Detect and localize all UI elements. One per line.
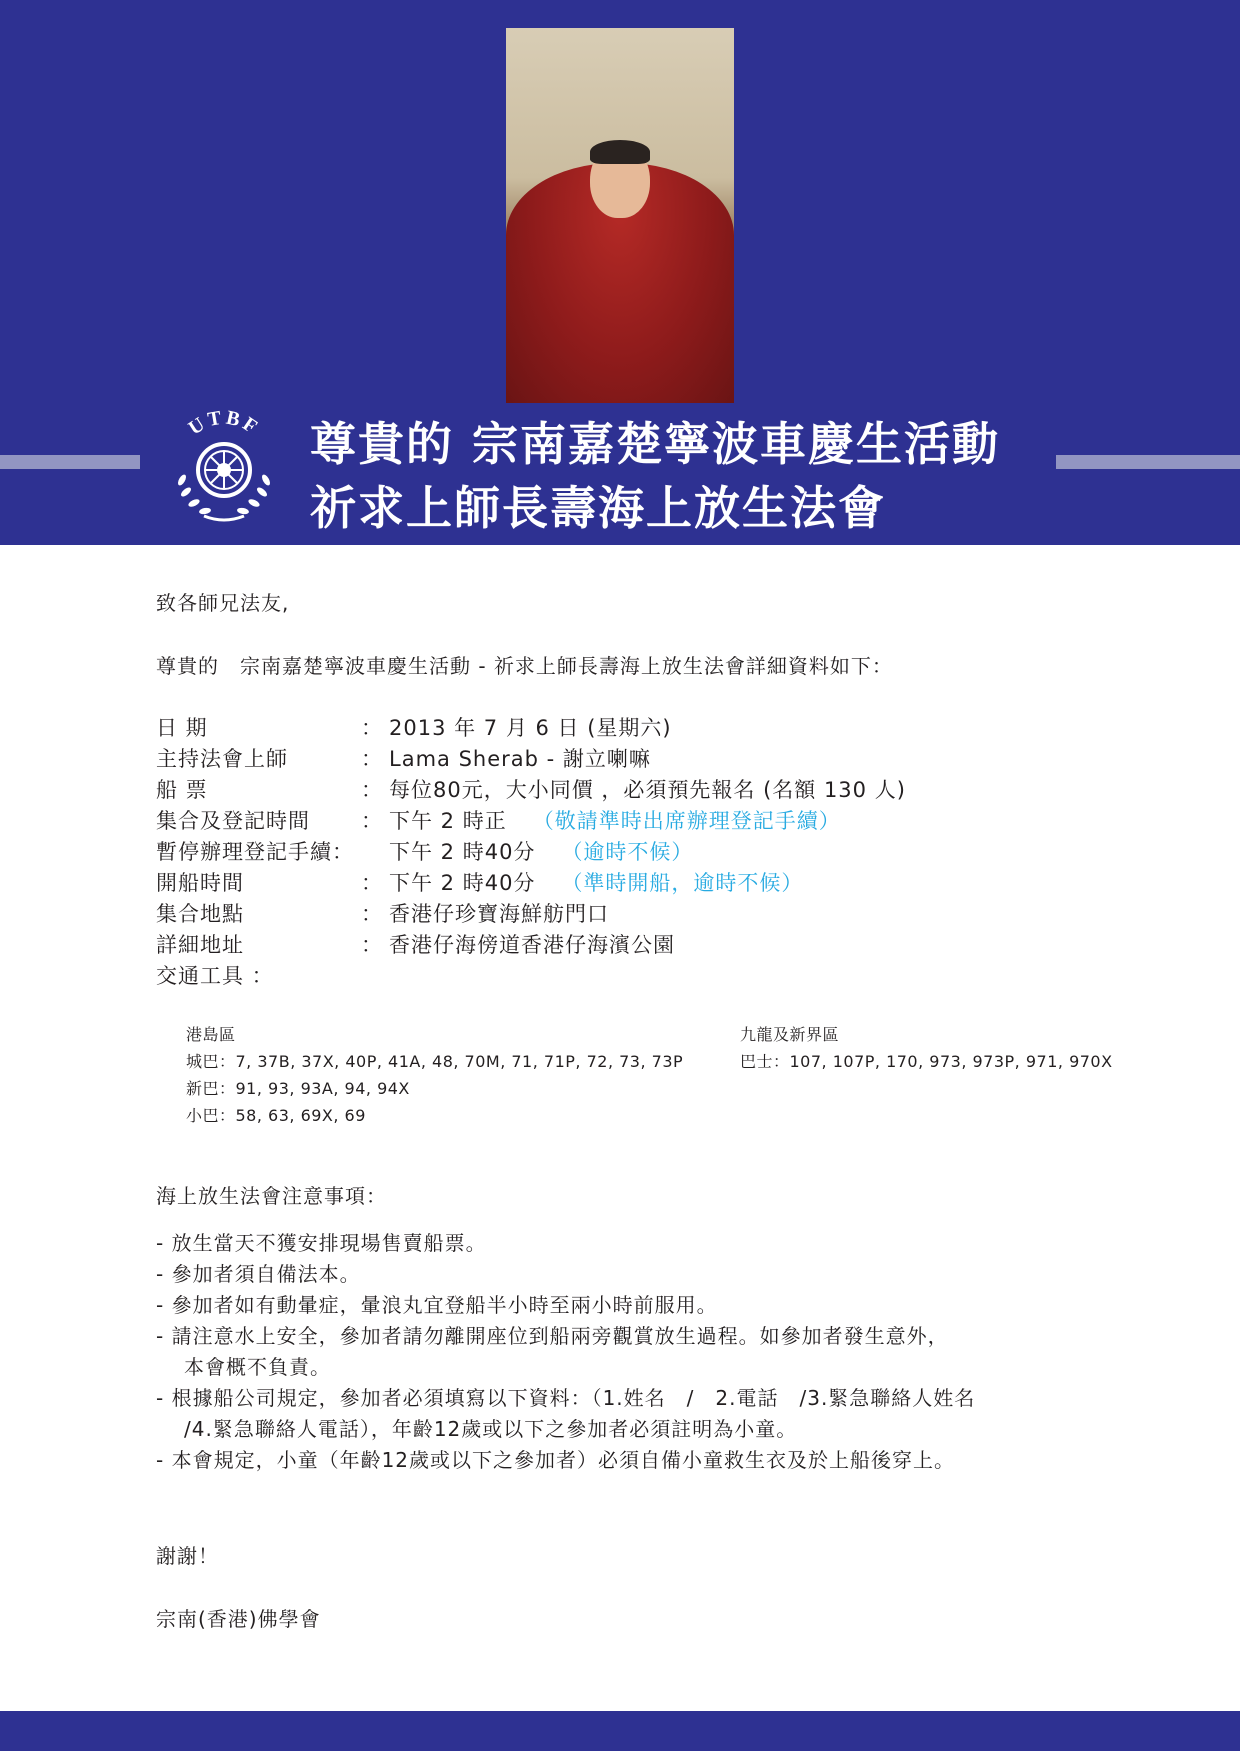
detail-value bbox=[389, 960, 415, 984]
detail-label: 暫停辦理登記手續： bbox=[156, 840, 354, 864]
detail-sep: ： bbox=[361, 778, 383, 802]
detail-label: 詳細地址 bbox=[156, 933, 244, 957]
list-item: - 放生當天不獲安排現場售賣船票。 bbox=[156, 1231, 487, 1255]
transport-line: 新巴：91, 93, 93A, 94, 94X bbox=[186, 1079, 410, 1098]
notes-heading: 海上放生法會注意事項： bbox=[156, 1184, 387, 1208]
utbf-logo-icon bbox=[160, 400, 288, 528]
detail-label: 船 票 bbox=[156, 778, 208, 802]
thanks-text: 謝謝！ bbox=[156, 1544, 219, 1568]
logo-text: UTBF bbox=[184, 406, 264, 440]
detail-sep: ： bbox=[361, 871, 383, 895]
header-side-bar-right bbox=[1056, 455, 1240, 469]
detail-label: 集合地點 bbox=[156, 902, 244, 926]
detail-sep: ： bbox=[361, 809, 383, 833]
detail-value: 下午 2 時40分 （準時開船，逾時不候） bbox=[389, 871, 804, 895]
detail-note: （敬請準時出席辦理登記手續） bbox=[532, 809, 841, 833]
list-item-continuation: /4.緊急聯絡人電話），年齡12歲或以下之參加者必須註明為小童。 bbox=[184, 1417, 798, 1441]
list-item: - 參加者須自備法本。 bbox=[156, 1262, 361, 1286]
detail-label: 主持法會上師 bbox=[156, 747, 288, 771]
footer-bar bbox=[0, 1711, 1240, 1751]
list-item: - 根據船公司規定，參加者必須填寫以下資料：（1.姓名 / 2.電話 /3.緊急聯絡人姓名 bbox=[156, 1386, 976, 1410]
detail-note: （逾時不候） bbox=[561, 840, 694, 864]
list-item: - 本會規定，小童（年齡12歲或以下之參加者）必須自備小童救生衣及於上船後穿上。 bbox=[156, 1448, 956, 1472]
list-item-continuation: 本會概不負責。 bbox=[184, 1355, 331, 1379]
event-title-line2: 祈求上師長壽海上放生法會 bbox=[310, 481, 886, 535]
greeting: 致各師兄法友, bbox=[156, 591, 290, 615]
header-side-bar-left bbox=[0, 455, 140, 469]
transport-line: 小巴：58, 63, 69X, 69 bbox=[186, 1106, 366, 1125]
list-item: - 請注意水上安全，參加者請勿離開座位到船兩旁觀賞放生過程。如參加者發生意外， bbox=[156, 1324, 949, 1348]
svg-text:UTBF bbox=[185, 406, 264, 439]
detail-label: 集合及登記時間 bbox=[156, 809, 310, 833]
detail-value: 香港仔珍寶海鮮舫門口 bbox=[389, 902, 609, 926]
detail-label: 開船時間 bbox=[156, 871, 244, 895]
detail-label: 日 期 bbox=[156, 716, 208, 740]
detail-sep: ： bbox=[361, 902, 383, 926]
detail-note: （準時開船，逾時不候） bbox=[561, 871, 804, 895]
detail-sep: ： bbox=[361, 716, 383, 740]
detail-label: 交通工具 ： bbox=[156, 964, 274, 988]
detail-value: Lama Sherab - 謝立喇嘛 bbox=[389, 747, 651, 771]
transport-line: 巴士：107, 107P, 170, 973, 973P, 971, 970X bbox=[740, 1052, 1113, 1071]
transport-line: 城巴：7, 37B, 37X, 40P, 41A, 48, 70M, 71, 71P, 72, 73, 73P bbox=[186, 1052, 684, 1071]
intro-text: 尊貴的 宗南嘉楚寧波車慶生活動 - 祈求上師長壽海上放生法會詳細資料如下： bbox=[156, 654, 893, 678]
detail-value: 香港仔海傍道香港仔海濱公園 bbox=[389, 933, 675, 957]
lama-portrait-photo bbox=[506, 28, 734, 403]
detail-value: 每位80元，大小同價 ，必須預先報名 (名額 130 人) bbox=[389, 778, 906, 802]
list-item: - 參加者如有動暈症，暈浪丸宜登船半小時至兩小時前服用。 bbox=[156, 1293, 718, 1317]
transport-kowloon-heading: 九龍及新界區 bbox=[740, 1025, 840, 1044]
hair-shape bbox=[590, 140, 650, 164]
event-title-line1: 尊貴的 宗南嘉楚寧波車慶生活動 bbox=[310, 417, 1001, 471]
header-banner bbox=[0, 0, 1240, 545]
detail-sep: ： bbox=[361, 747, 383, 771]
transport-island-heading: 港島區 bbox=[186, 1025, 236, 1044]
detail-value: 下午 2 時40分 （逾時不候） bbox=[389, 840, 694, 864]
detail-value: 下午 2 時正 （敬請準時出席辦理登記手續） bbox=[389, 809, 841, 833]
signature: 宗南(香港)佛學會 bbox=[156, 1607, 321, 1631]
detail-sep: ： bbox=[361, 933, 383, 957]
detail-value: 2013 年 7 月 6 日 (星期六) bbox=[389, 716, 672, 740]
